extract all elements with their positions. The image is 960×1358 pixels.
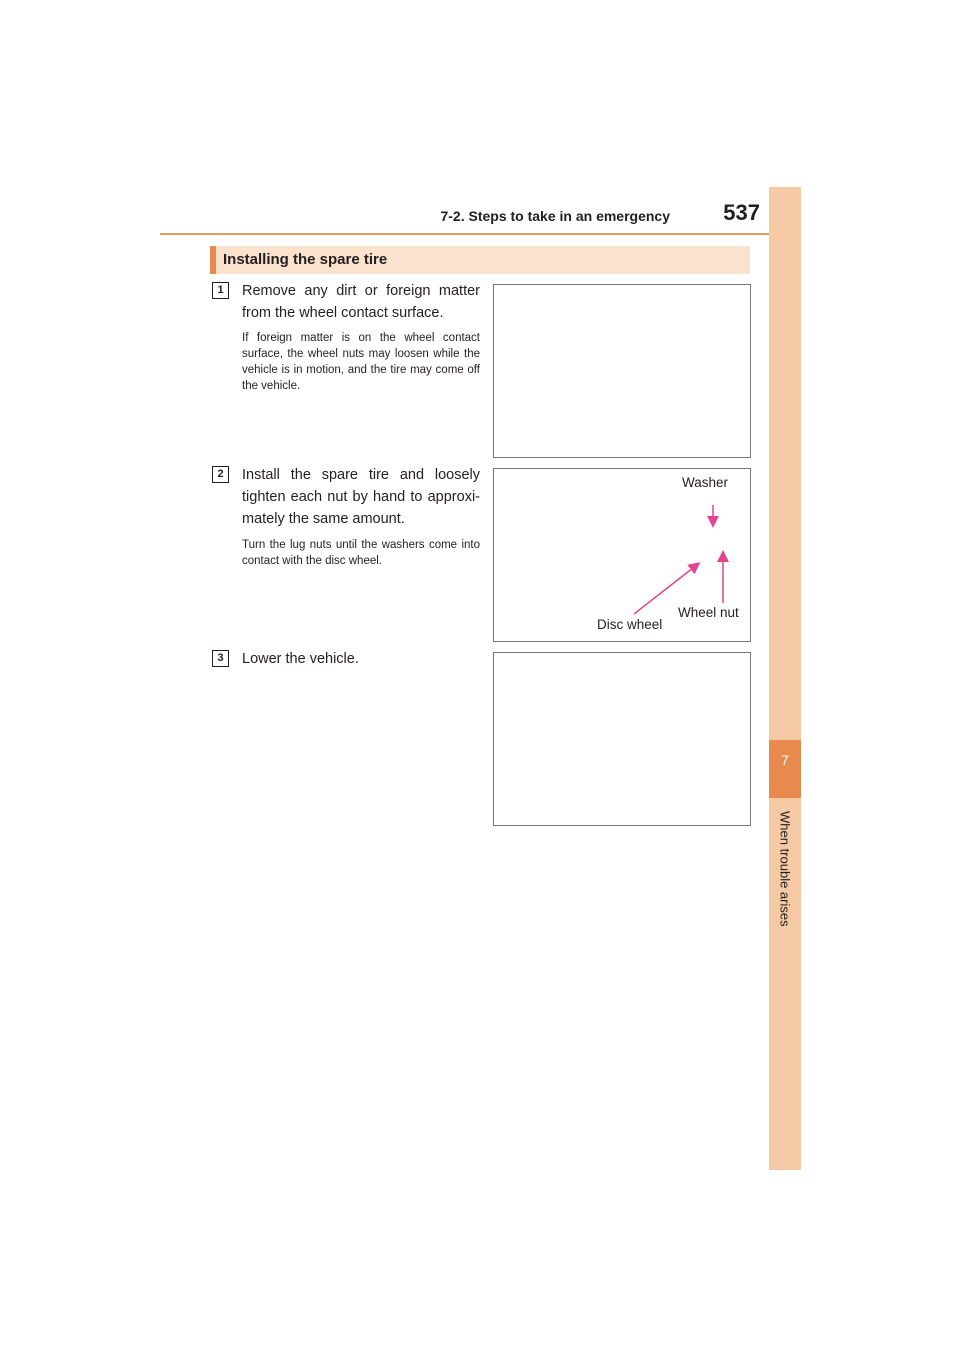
step-1-text: Remove any dirt or foreign matter from the wheel contact surface. xyxy=(242,283,480,321)
side-tab-chapter-number: 7 xyxy=(781,752,789,768)
page-number: 537 xyxy=(723,200,760,225)
washer-label: Washer xyxy=(682,475,729,490)
side-tab-chapter-title: When trouble arises xyxy=(777,811,793,927)
section-title: Installing the spare tire xyxy=(223,251,388,268)
side-tab xyxy=(769,187,801,1170)
step-1-figure xyxy=(493,284,751,458)
disc-wheel-label: Disc wheel xyxy=(597,617,663,632)
section-heading-accent xyxy=(210,246,216,274)
step-2-note: Turn the lug nuts until the washers come into contact with the disc wheel. xyxy=(242,539,480,567)
step-1-note: If foreign matter is on the wheel contact surface, the wheel nuts may loosen while the vehicle is in motion, and the tire may come off the vehicle. xyxy=(242,332,480,392)
step-3-text: Lower the vehicle. xyxy=(242,651,359,667)
step-2-badge: 2 xyxy=(212,466,229,483)
side-tab-number-box xyxy=(769,740,801,798)
section-heading-bar xyxy=(210,246,750,274)
header-rule xyxy=(160,233,800,235)
header-title: 7-2. Steps to take in an emergency xyxy=(440,208,670,224)
step-2-figure xyxy=(493,468,751,642)
step-3-figure xyxy=(493,652,751,826)
wheel-nut-label: Wheel nut xyxy=(678,605,739,620)
step-1-badge: 1 xyxy=(212,282,229,299)
step-2-text: Install the spare tire and loosely tighten each nut by hand to approxi-mately the same amount. xyxy=(242,467,480,527)
step-3-badge: 3 xyxy=(212,650,229,667)
